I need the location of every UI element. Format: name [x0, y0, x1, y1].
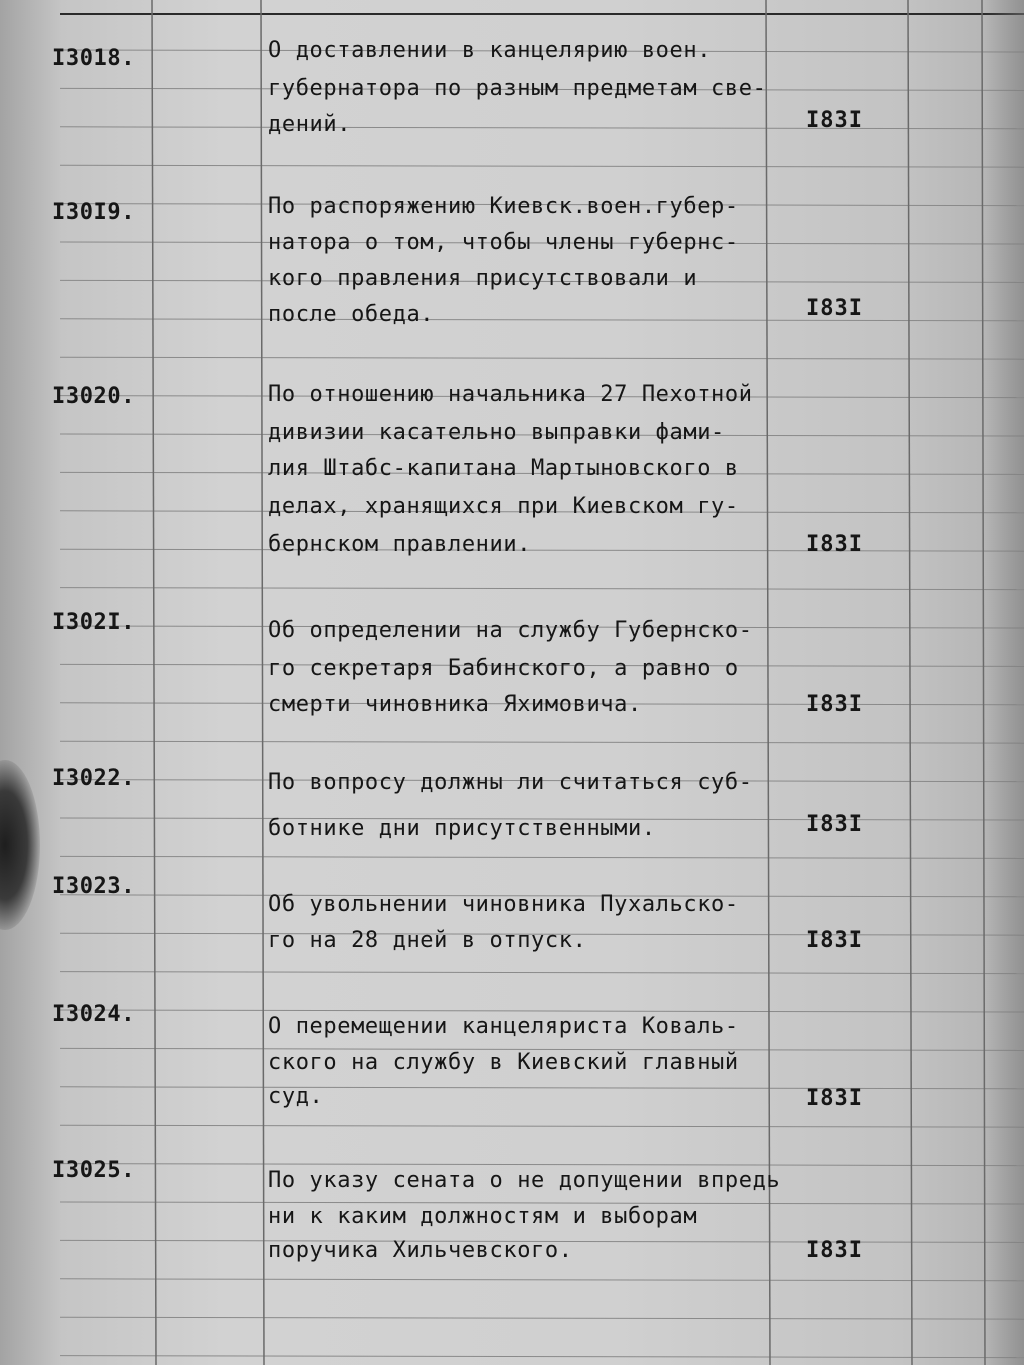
record-number: I3025.	[52, 1158, 136, 1183]
record-description-line: Об определении на службу Губернско-	[268, 618, 753, 643]
record-description-line: дивизии касательно выправки фами-	[268, 420, 725, 445]
record-description-line: ботнике дни присутственными.	[268, 816, 656, 841]
record-description-line: смерти чиновника Яхимовича.	[268, 692, 642, 717]
record-description-line: го секретаря Бабинского, а равно о	[268, 656, 739, 681]
ruled-line	[60, 1010, 1024, 1012]
ruled-line	[60, 972, 1024, 974]
ruled-line	[60, 165, 1024, 167]
ruled-line	[60, 741, 1024, 743]
record-description-line: По вопросу должны ли считаться суб-	[268, 770, 753, 795]
ruled-line	[60, 588, 1024, 590]
record-description-line: О доставлении в канцелярию воен.	[268, 38, 712, 63]
ruled-line	[60, 127, 1024, 129]
record-number: I3018.	[52, 46, 136, 71]
record-description-line: бернском правлении.	[268, 532, 532, 557]
record-description-line: поручика Хильчевского.	[268, 1238, 573, 1263]
ruled-line	[60, 319, 1024, 321]
record-year: I83I	[806, 296, 863, 321]
ruled-line	[60, 1317, 1024, 1319]
record-description-line: кого правления присутствовали и	[268, 266, 698, 291]
record-description-line: делах, хранящихся при Киевском гу-	[268, 494, 739, 519]
ruled-line	[60, 1356, 1024, 1358]
ruled-line	[60, 1087, 1024, 1089]
record-year: I83I	[806, 1238, 863, 1263]
record-description-line: О перемещении канцеляриста Коваль-	[268, 1014, 739, 1039]
ruled-line	[60, 856, 1024, 858]
ruled-line	[60, 1164, 1024, 1166]
record-description-line: Об увольнении чиновника Пухальско-	[268, 892, 739, 917]
record-description-line: ского на службу в Киевский главный	[268, 1050, 739, 1075]
record-description-line: По распоряжению Киевск.воен.губер-	[268, 194, 739, 219]
record-number: I30I9.	[52, 200, 136, 225]
record-year: I83I	[806, 108, 863, 133]
record-number: I3020.	[52, 384, 136, 409]
record-description-line: го на 28 дней в отпуск.	[268, 928, 587, 953]
record-description-line: натора о том, чтобы члены губернс-	[268, 230, 739, 255]
ruled-line	[60, 357, 1024, 359]
record-year: I83I	[806, 1086, 863, 1111]
ruled-line	[60, 1279, 1024, 1281]
record-description-line: губернатора по разным предметам све-	[268, 76, 767, 101]
record-description-line: после обеда.	[268, 302, 435, 327]
record-year: I83I	[806, 928, 863, 953]
page-curl-shadow	[984, 0, 1024, 1365]
record-description-line: суд.	[268, 1084, 324, 1109]
record-number: I3024.	[52, 1002, 136, 1027]
record-description-line: По указу сената о не допущении впредь	[268, 1168, 781, 1193]
record-year: I83I	[806, 532, 863, 557]
record-number: I302I.	[52, 610, 136, 635]
record-year: I83I	[806, 812, 863, 837]
record-year: I83I	[806, 692, 863, 717]
record-number: I3023.	[52, 874, 136, 899]
record-description-line: дений.	[268, 112, 352, 137]
ruled-line	[60, 549, 1024, 551]
record-description-line: ни к каким должностям и выборам	[268, 1204, 698, 1229]
record-number: I3022.	[52, 766, 136, 791]
record-description-line: По отношению начальника 27 Пехотной	[268, 382, 753, 407]
record-description-line: лия Штабс-капитана Мартыновского в	[268, 456, 739, 481]
ruled-line	[60, 1125, 1024, 1127]
